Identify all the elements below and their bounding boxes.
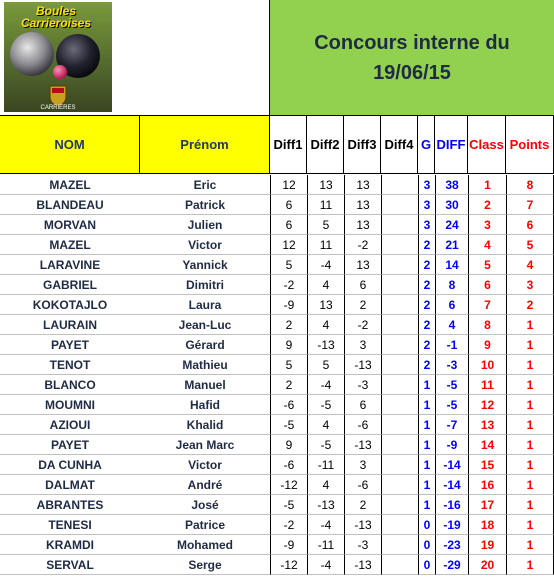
diff-total-cell: -16 [435, 495, 468, 515]
diff2-cell: -4 [307, 555, 344, 575]
prenom-cell: José [140, 495, 270, 515]
g-cell: 0 [418, 535, 435, 555]
prenom-cell: Manuel [140, 375, 270, 395]
g-cell: 1 [418, 415, 435, 435]
diff3-cell: -13 [344, 355, 381, 375]
prenom-cell: Mohamed [140, 535, 270, 555]
table-row [0, 515, 554, 535]
diff3-cell: -13 [344, 435, 381, 455]
table-row [0, 235, 554, 255]
diff-total-cell: -9 [435, 435, 468, 455]
diff4-cell [381, 415, 418, 435]
class-cell: 20 [468, 555, 506, 575]
nom-cell: TENESI [0, 515, 140, 535]
nom-cell: TENOT [0, 355, 140, 375]
class-cell: 11 [468, 375, 506, 395]
prenom-cell: Dimitri [140, 275, 270, 295]
diff3-cell: 2 [344, 295, 381, 315]
g-cell: 2 [418, 355, 435, 375]
g-cell: 1 [418, 475, 435, 495]
points-cell: 1 [506, 455, 554, 475]
diff2-cell: 5 [307, 355, 344, 375]
table-row [0, 275, 554, 295]
diff3-cell: 6 [344, 275, 381, 295]
diff-total-cell: 21 [435, 235, 468, 255]
diff1-cell: 5 [270, 255, 307, 275]
diff3-cell: -2 [344, 315, 381, 335]
diff3-cell: -13 [344, 555, 381, 575]
g-cell: 2 [418, 255, 435, 275]
class-cell: 5 [468, 255, 506, 275]
class-cell: 10 [468, 355, 506, 375]
table-row [0, 435, 554, 455]
diff2-cell: -11 [307, 535, 344, 555]
table-row [0, 195, 554, 215]
nom-cell: AZIOUI [0, 415, 140, 435]
diff3-cell: 2 [344, 495, 381, 515]
diff2-cell: 11 [307, 235, 344, 255]
class-cell: 18 [468, 515, 506, 535]
title-line2: 19/06/15 [373, 61, 451, 84]
diff1-cell: -12 [270, 555, 307, 575]
g-cell: 0 [418, 515, 435, 535]
diff3-cell: 6 [344, 395, 381, 415]
diff4-cell [381, 455, 418, 475]
prenom-cell: Hafid [140, 395, 270, 415]
points-cell: 1 [506, 435, 554, 455]
nom-cell: PAYET [0, 335, 140, 355]
nom-cell: BLANCO [0, 375, 140, 395]
crest-icon [50, 86, 66, 106]
nom-cell: DA CUNHA [0, 455, 140, 475]
header-class: Class [468, 116, 506, 174]
logo-line1: Boules [35, 4, 76, 18]
g-cell: 2 [418, 275, 435, 295]
diff-total-cell: 24 [435, 215, 468, 235]
table-row [0, 495, 554, 515]
class-cell: 8 [468, 315, 506, 335]
class-cell: 17 [468, 495, 506, 515]
g-cell: 2 [418, 315, 435, 335]
nom-cell: KRAMDI [0, 535, 140, 555]
diff-total-cell: -14 [435, 455, 468, 475]
diff3-cell: 13 [344, 215, 381, 235]
nom-cell: BLANDEAU [0, 195, 140, 215]
diff4-cell [381, 295, 418, 315]
points-cell: 1 [506, 335, 554, 355]
prenom-cell: Julien [140, 215, 270, 235]
diff2-cell: -5 [307, 435, 344, 455]
points-cell: 1 [506, 395, 554, 415]
diff1-cell: 5 [270, 355, 307, 375]
prenom-cell: Serge [140, 555, 270, 575]
diff3-cell: 3 [344, 455, 381, 475]
diff1-cell: -5 [270, 495, 307, 515]
nom-cell: ABRANTES [0, 495, 140, 515]
diff1-cell: -6 [270, 395, 307, 415]
diff-total-cell: -5 [435, 375, 468, 395]
points-cell: 1 [506, 415, 554, 435]
diff-total-cell: -23 [435, 535, 468, 555]
class-cell: 19 [468, 535, 506, 555]
points-cell: 3 [506, 275, 554, 295]
class-cell: 12 [468, 395, 506, 415]
diff-total-cell: 4 [435, 315, 468, 335]
diff2-cell: 4 [307, 315, 344, 335]
diff1-cell: 2 [270, 375, 307, 395]
table-row [0, 335, 554, 355]
diff3-cell: -3 [344, 535, 381, 555]
diff-total-cell: 14 [435, 255, 468, 275]
nom-cell: GABRIEL [0, 275, 140, 295]
diff4-cell [381, 335, 418, 355]
table-row [0, 415, 554, 435]
table-row [0, 175, 554, 195]
diff1-cell: -2 [270, 275, 307, 295]
points-cell: 4 [506, 255, 554, 275]
diff1-cell: 6 [270, 215, 307, 235]
points-cell: 1 [506, 475, 554, 495]
diff2-cell: -4 [307, 255, 344, 275]
prenom-cell: Victor [140, 455, 270, 475]
diff1-cell: -9 [270, 295, 307, 315]
table-row [0, 455, 554, 475]
table-row [0, 535, 554, 555]
diff2-cell: -4 [307, 515, 344, 535]
diff-total-cell: 8 [435, 275, 468, 295]
diff1-cell: 12 [270, 235, 307, 255]
diff-total-cell: -19 [435, 515, 468, 535]
table-row [0, 315, 554, 335]
diff-total-cell: 6 [435, 295, 468, 315]
diff2-cell: -13 [307, 495, 344, 515]
table-row [0, 215, 554, 235]
diff1-cell: -9 [270, 535, 307, 555]
diff1-cell: 9 [270, 335, 307, 355]
diff2-cell: -11 [307, 455, 344, 475]
diff-total-cell: 38 [435, 175, 468, 195]
logo-caption: CARRIÈRES [40, 105, 76, 111]
title-line1: Concours interne du [314, 31, 510, 54]
diff-total-cell: -14 [435, 475, 468, 495]
diff2-cell: -5 [307, 395, 344, 415]
diff4-cell [381, 275, 418, 295]
g-cell: 2 [418, 295, 435, 315]
diff2-cell: -13 [307, 335, 344, 355]
g-cell: 1 [418, 375, 435, 395]
points-cell: 1 [506, 495, 554, 515]
diff3-cell: 3 [344, 335, 381, 355]
diff4-cell [381, 515, 418, 535]
diff4-cell [381, 555, 418, 575]
diff1-cell: 2 [270, 315, 307, 335]
diff3-cell: 13 [344, 175, 381, 195]
points-cell: 1 [506, 515, 554, 535]
diff-total-cell: -29 [435, 555, 468, 575]
g-cell: 1 [418, 435, 435, 455]
diff1-cell: 9 [270, 435, 307, 455]
diff3-cell: -3 [344, 375, 381, 395]
nom-cell: KOKOTAJLO [0, 295, 140, 315]
prenom-cell: Yannick [140, 255, 270, 275]
diff4-cell [381, 175, 418, 195]
g-cell: 1 [418, 495, 435, 515]
prenom-cell: Patrick [140, 195, 270, 215]
diff2-cell: -4 [307, 375, 344, 395]
header-diff1: Diff1 [270, 116, 307, 174]
prenom-cell: Mathieu [140, 355, 270, 375]
diff3-cell: -2 [344, 235, 381, 255]
g-cell: 3 [418, 175, 435, 195]
header-diff: DIFF [435, 116, 468, 174]
points-cell: 1 [506, 535, 554, 555]
class-cell: 7 [468, 295, 506, 315]
diff3-cell: 13 [344, 255, 381, 275]
points-cell: 1 [506, 355, 554, 375]
g-cell: 2 [418, 235, 435, 255]
diff2-cell: 5 [307, 215, 344, 235]
diff4-cell [381, 355, 418, 375]
diff4-cell [381, 495, 418, 515]
header-diff4: Diff4 [381, 116, 418, 174]
header-points: Points [506, 116, 554, 174]
diff2-cell: 11 [307, 195, 344, 215]
g-cell: 1 [418, 455, 435, 475]
g-cell: 0 [418, 555, 435, 575]
prenom-cell: Jean Marc [140, 435, 270, 455]
diff1-cell: -12 [270, 475, 307, 495]
diff1-cell: -2 [270, 515, 307, 535]
class-cell: 2 [468, 195, 506, 215]
diff1-cell: 12 [270, 175, 307, 195]
logo-line2: Carrieroises [20, 16, 92, 30]
title-area [270, 0, 554, 116]
diff4-cell [381, 375, 418, 395]
nom-cell: MAZEL [0, 235, 140, 255]
diff3-cell: -13 [344, 515, 381, 535]
points-cell: 1 [506, 315, 554, 335]
nom-cell: MOUMNI [0, 395, 140, 415]
header-g: G [418, 116, 435, 174]
table-row [0, 375, 554, 395]
diff-total-cell: -7 [435, 415, 468, 435]
diff1-cell: -6 [270, 455, 307, 475]
header-nom: NOM [0, 116, 140, 174]
diff4-cell [381, 315, 418, 335]
header-prenom: Prénom [140, 116, 270, 174]
prenom-cell: Patrice [140, 515, 270, 535]
nom-cell: SERVAL [0, 555, 140, 575]
diff4-cell [381, 215, 418, 235]
prenom-cell: Khalid [140, 415, 270, 435]
class-cell: 4 [468, 235, 506, 255]
diff-total-cell: -5 [435, 395, 468, 415]
diff4-cell [381, 235, 418, 255]
diff2-cell: 4 [307, 415, 344, 435]
prenom-cell: Laura [140, 295, 270, 315]
diff4-cell [381, 255, 418, 275]
diff4-cell [381, 435, 418, 455]
table-row [0, 295, 554, 315]
diff2-cell: 4 [307, 275, 344, 295]
diff3-cell: -6 [344, 475, 381, 495]
g-cell: 1 [418, 395, 435, 415]
diff4-cell [381, 475, 418, 495]
header-diff2: Diff2 [307, 116, 344, 174]
diff2-cell: 4 [307, 475, 344, 495]
class-cell: 15 [468, 455, 506, 475]
class-cell: 6 [468, 275, 506, 295]
diff3-cell: 13 [344, 195, 381, 215]
table-row [0, 555, 554, 575]
diff4-cell [381, 395, 418, 415]
points-cell: 2 [506, 295, 554, 315]
nom-cell: LAURAIN [0, 315, 140, 335]
class-cell: 1 [468, 175, 506, 195]
table-row [0, 395, 554, 415]
nom-cell: LARAVINE [0, 255, 140, 275]
g-cell: 3 [418, 195, 435, 215]
prenom-cell: Gérard [140, 335, 270, 355]
class-cell: 16 [468, 475, 506, 495]
points-cell: 8 [506, 175, 554, 195]
prenom-cell: André [140, 475, 270, 495]
prenom-cell: Victor [140, 235, 270, 255]
g-cell: 2 [418, 335, 435, 355]
diff-total-cell: 30 [435, 195, 468, 215]
points-cell: 1 [506, 555, 554, 575]
diff4-cell [381, 195, 418, 215]
diff-total-cell: -1 [435, 335, 468, 355]
diff2-cell: 13 [307, 175, 344, 195]
class-cell: 14 [468, 435, 506, 455]
logo-area [0, 0, 270, 116]
diff4-cell [381, 535, 418, 555]
points-cell: 7 [506, 195, 554, 215]
nom-cell: MAZEL [0, 175, 140, 195]
prenom-cell: Jean-Luc [140, 315, 270, 335]
diff3-cell: -6 [344, 415, 381, 435]
class-cell: 3 [468, 215, 506, 235]
diff1-cell: 6 [270, 195, 307, 215]
nom-cell: DALMAT [0, 475, 140, 495]
points-cell: 1 [506, 375, 554, 395]
diff1-cell: -5 [270, 415, 307, 435]
prenom-cell: Eric [140, 175, 270, 195]
table-row [0, 355, 554, 375]
points-cell: 5 [506, 235, 554, 255]
class-cell: 9 [468, 335, 506, 355]
nom-cell: MORVAN [0, 215, 140, 235]
table-row [0, 255, 554, 275]
nom-cell: PAYET [0, 435, 140, 455]
table-row [0, 475, 554, 495]
points-cell: 6 [506, 215, 554, 235]
g-cell: 3 [418, 215, 435, 235]
class-cell: 13 [468, 415, 506, 435]
diff-total-cell: -3 [435, 355, 468, 375]
diff2-cell: 13 [307, 295, 344, 315]
header-diff3: Diff3 [344, 116, 381, 174]
